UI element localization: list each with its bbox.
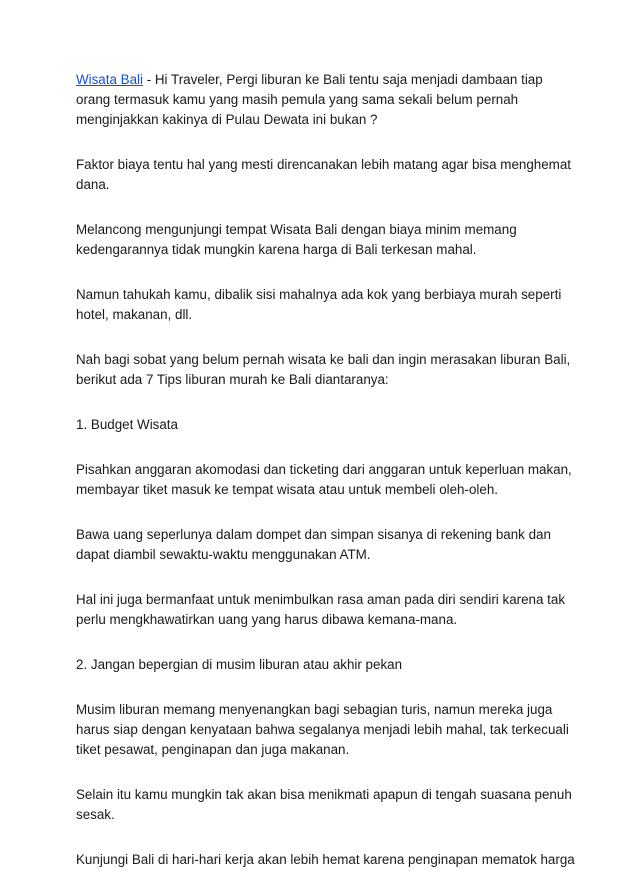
paragraph-rasa-aman: Hal ini juga bermanfaat untuk menimbulkan rasa aman pada diri sendiri karena tak perlu mengkhawatirkan uang yang harus dibawa kemana-mana. xyxy=(76,592,566,627)
wisata-bali-link[interactable]: Wisata Bali xyxy=(76,72,143,87)
heading-budget-wisata: 1. Budget Wisata xyxy=(76,417,178,432)
document-body xyxy=(76,70,576,895)
paragraph-tips-intro: Nah bagi sobat yang belum pernah wisata ke bali dan ingin merasakan liburan Bali, berikut ada 7 Tips liburan murah ke Bali diantaranya: xyxy=(76,352,571,387)
paragraph-biaya: Faktor biaya tentu hal yang mesti direncanakan lebih matang agar bisa menghemat dana. xyxy=(76,157,572,192)
paragraph-hari-kerja: Kunjungi Bali di hari-hari kerja akan lebih hemat karena penginapan mematok harga xyxy=(76,852,575,867)
paragraph-anggaran: Pisahkan anggaran akomodasi dan ticketing dari anggaran untuk keperluan makan, membayar tiket masuk ke tempat wisata atau untuk membeli oleh-oleh. xyxy=(76,462,572,497)
paragraph-musim: Musim liburan memang menyenangkan bagi sebagian turis, namun mereka juga harus siap dengan kenyataan bahwa segalanya menjadi lebih mahal, tak terkecuali tiket pesawat, penginapan dan juga makanan. xyxy=(76,702,569,757)
paragraph-sesak: Selain itu kamu mungkin tak akan bisa menikmati apapun di tengah suasana penuh sesak. xyxy=(76,787,572,822)
paragraph-murah: Namun tahukah kamu, dibalik sisi mahalnya ada kok yang berbiaya murah seperti hotel, makanan, dll. xyxy=(76,287,562,322)
intro-text: - Hi Traveler, Pergi liburan ke Bali tentu saja menjadi dambaan tiap orang termasuk kamu yang masih pemula yang sama sekali belum pernah menginjakkan kakinya di Pulau Dewata ini bukan ? xyxy=(76,72,543,127)
paragraph-uang: Bawa uang seperlunya dalam dompet dan simpan sisanya di rekening bank dan dapat diambil sewaktu-waktu menggunakan ATM. xyxy=(76,527,551,562)
paragraph-melancong: Melancong mengunjungi tempat Wisata Bali dengan biaya minim memang kedengarannya tidak mungkin karena harga di Bali terkesan mahal. xyxy=(76,222,517,257)
intro-paragraph xyxy=(76,70,576,130)
heading-musim-liburan: 2. Jangan bepergian di musim liburan atau akhir pekan xyxy=(76,657,403,672)
